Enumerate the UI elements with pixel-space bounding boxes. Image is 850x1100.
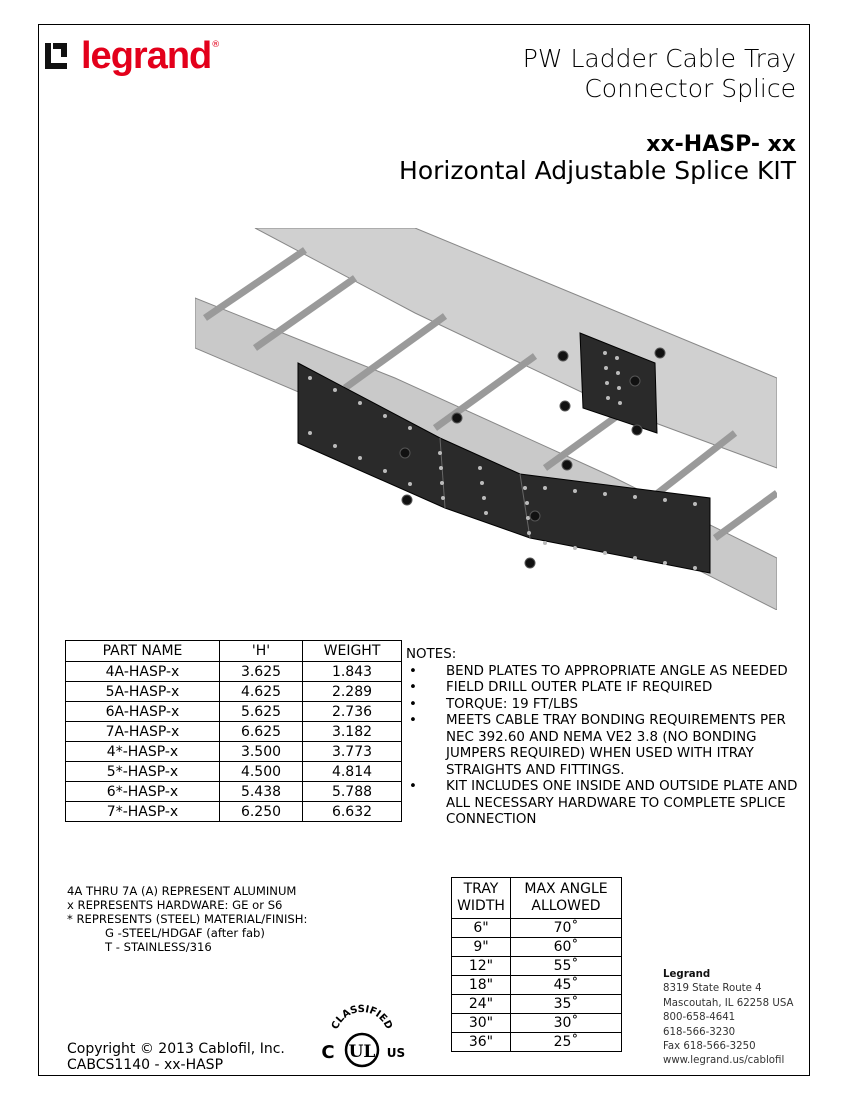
- doc-code: CABCS1140 - xx-HASP: [67, 1057, 224, 1073]
- part-name-cell: 6A-HASP-x: [66, 702, 220, 722]
- website: www.legrand.us/cablofil: [663, 1055, 785, 1067]
- part-name-cell: 7*-HASP-x: [66, 802, 220, 822]
- ul-classified-mark: [316, 1002, 408, 1072]
- angle-cell: 70˚: [511, 919, 622, 938]
- table-row: [66, 682, 402, 702]
- table-row: [66, 782, 402, 802]
- document-title: [523, 44, 796, 104]
- legend-line: 4A THRU 7A (A) REPRESENT ALUMINUM: [67, 884, 297, 898]
- weight-cell: 6.632: [303, 802, 402, 822]
- angle-table: [451, 877, 622, 1052]
- legend-line: * REPRESENTS (STEEL) MATERIAL/FINISH:: [67, 912, 308, 926]
- table-row: [66, 722, 402, 742]
- angle-cell: 25˚: [511, 1033, 622, 1052]
- ul-c-text: C: [321, 1042, 335, 1063]
- title-line-1: PW Ladder Cable Tray: [522, 44, 796, 73]
- part-name-cell: 5*-HASP-x: [66, 762, 220, 782]
- width-cell: 6": [452, 919, 511, 938]
- product-code: xx-HASP- xx: [646, 132, 796, 157]
- table-row: [452, 919, 622, 938]
- parts-table: [65, 640, 402, 822]
- note-item: • FIELD DRILL OUTER PLATE IF REQUIRED: [406, 680, 814, 697]
- notes-section: [406, 647, 814, 829]
- copyright-text: Copyright © 2013 Cablofil, Inc.: [67, 1041, 285, 1057]
- header-h: 'H': [220, 641, 303, 662]
- width-cell: 24": [452, 995, 511, 1014]
- part-name-cell: 4A-HASP-x: [66, 662, 220, 682]
- footer: [67, 1041, 285, 1073]
- city: Mascoutah, IL 62258 USA: [663, 997, 794, 1009]
- material-legend: [67, 884, 307, 954]
- legend-line: T - STAINLESS/316: [105, 940, 212, 954]
- weight-cell: 3.182: [303, 722, 402, 742]
- header-weight: WEIGHT: [303, 641, 402, 662]
- brand-name: legrand: [81, 35, 212, 77]
- h-cell: 4.625: [220, 682, 303, 702]
- note-item: • TORQUE: 19 FT/LBS: [406, 697, 814, 714]
- svg-text:CLASSIFIED: [330, 1004, 394, 1031]
- h-cell: 5.625: [220, 702, 303, 722]
- table-row: [66, 742, 402, 762]
- angle-cell: 30˚: [511, 1014, 622, 1033]
- company-name: Legrand: [663, 969, 711, 980]
- legend-line: G -STEEL/HDGAF (after fab): [105, 926, 265, 940]
- legrand-logo: [45, 36, 220, 76]
- notes-list: [406, 664, 814, 829]
- note-item: • BEND PLATES TO APPROPRIATE ANGLE AS NEEDED: [406, 664, 814, 681]
- title-line-2: Connector Splice: [584, 74, 796, 103]
- table-row: [66, 702, 402, 722]
- width-cell: 18": [452, 976, 511, 995]
- part-name-cell: 6*-HASP-x: [66, 782, 220, 802]
- width-cell: 36": [452, 1033, 511, 1052]
- legend-line: x REPRESENTS HARDWARE: GE or S6: [67, 898, 283, 912]
- ul-us-text: US: [386, 1046, 406, 1060]
- table-row: [452, 1033, 622, 1052]
- ul-classified-text: CLASSIFIED: [329, 1003, 395, 1032]
- table-row: [66, 662, 402, 682]
- header-max-angle: MAX ANGLE ALLOWED: [511, 878, 622, 919]
- angle-cell: 35˚: [511, 995, 622, 1014]
- h-cell: 5.438: [220, 782, 303, 802]
- company-address: [663, 968, 793, 1069]
- width-cell: 9": [452, 938, 511, 957]
- table-row: [452, 938, 622, 957]
- product-subtitle: Horizontal Adjustable Splice KIT: [399, 156, 796, 185]
- weight-cell: 5.788: [303, 782, 402, 802]
- phone-1: 800-658-4641: [663, 1012, 736, 1024]
- splice-illustration: [195, 228, 777, 610]
- angle-table-header: [452, 878, 622, 919]
- legrand-mark-icon: [45, 41, 75, 71]
- table-row: [66, 762, 402, 782]
- header-part-name: PART NAME: [66, 641, 220, 662]
- table-row: [66, 802, 402, 822]
- table-row: [452, 1014, 622, 1033]
- h-cell: 3.625: [220, 662, 303, 682]
- parts-table-header: [66, 641, 402, 662]
- registered-mark: ®: [211, 40, 221, 50]
- part-name-cell: 4*-HASP-x: [66, 742, 220, 762]
- part-name-cell: 5A-HASP-x: [66, 682, 220, 702]
- width-cell: 30": [452, 1014, 511, 1033]
- h-cell: 6.250: [220, 802, 303, 822]
- street: 8319 State Route 4: [663, 983, 762, 995]
- width-cell: 12": [452, 957, 511, 976]
- table-row: [452, 957, 622, 976]
- table-row: [452, 976, 622, 995]
- fax: Fax 618-566-3250: [663, 1041, 756, 1053]
- phone-2: 618-566-3230: [663, 1026, 736, 1038]
- angle-cell: 55˚: [511, 957, 622, 976]
- h-cell: 4.500: [220, 762, 303, 782]
- table-row: [452, 995, 622, 1014]
- notes-heading: NOTES:: [406, 647, 457, 662]
- weight-cell: 1.843: [303, 662, 402, 682]
- note-item: • MEETS CABLE TRAY BONDING REQUIREMENTS PER NEC 392.60 AND NEMA VE2 3.8 (NO BONDING JUMPERS REQUIRED) WHEN USED WITH ITRAY STRAIGHTS AND FITTINGS.: [406, 713, 814, 779]
- h-cell: 6.625: [220, 722, 303, 742]
- header-tray-width: TRAY WIDTH: [452, 878, 511, 919]
- weight-cell: 4.814: [303, 762, 402, 782]
- weight-cell: 2.289: [303, 682, 402, 702]
- weight-cell: 3.773: [303, 742, 402, 762]
- ul-mark-text: UL: [348, 1042, 376, 1062]
- angle-cell: 60˚: [511, 938, 622, 957]
- note-item: • KIT INCLUDES ONE INSIDE AND OUTSIDE PLATE AND ALL NECESSARY HARDWARE TO COMPLETE SPLICE CONNECTION: [406, 779, 814, 829]
- angle-cell: 45˚: [511, 976, 622, 995]
- h-cell: 3.500: [220, 742, 303, 762]
- weight-cell: 2.736: [303, 702, 402, 722]
- part-name-cell: 7A-HASP-x: [66, 722, 220, 742]
